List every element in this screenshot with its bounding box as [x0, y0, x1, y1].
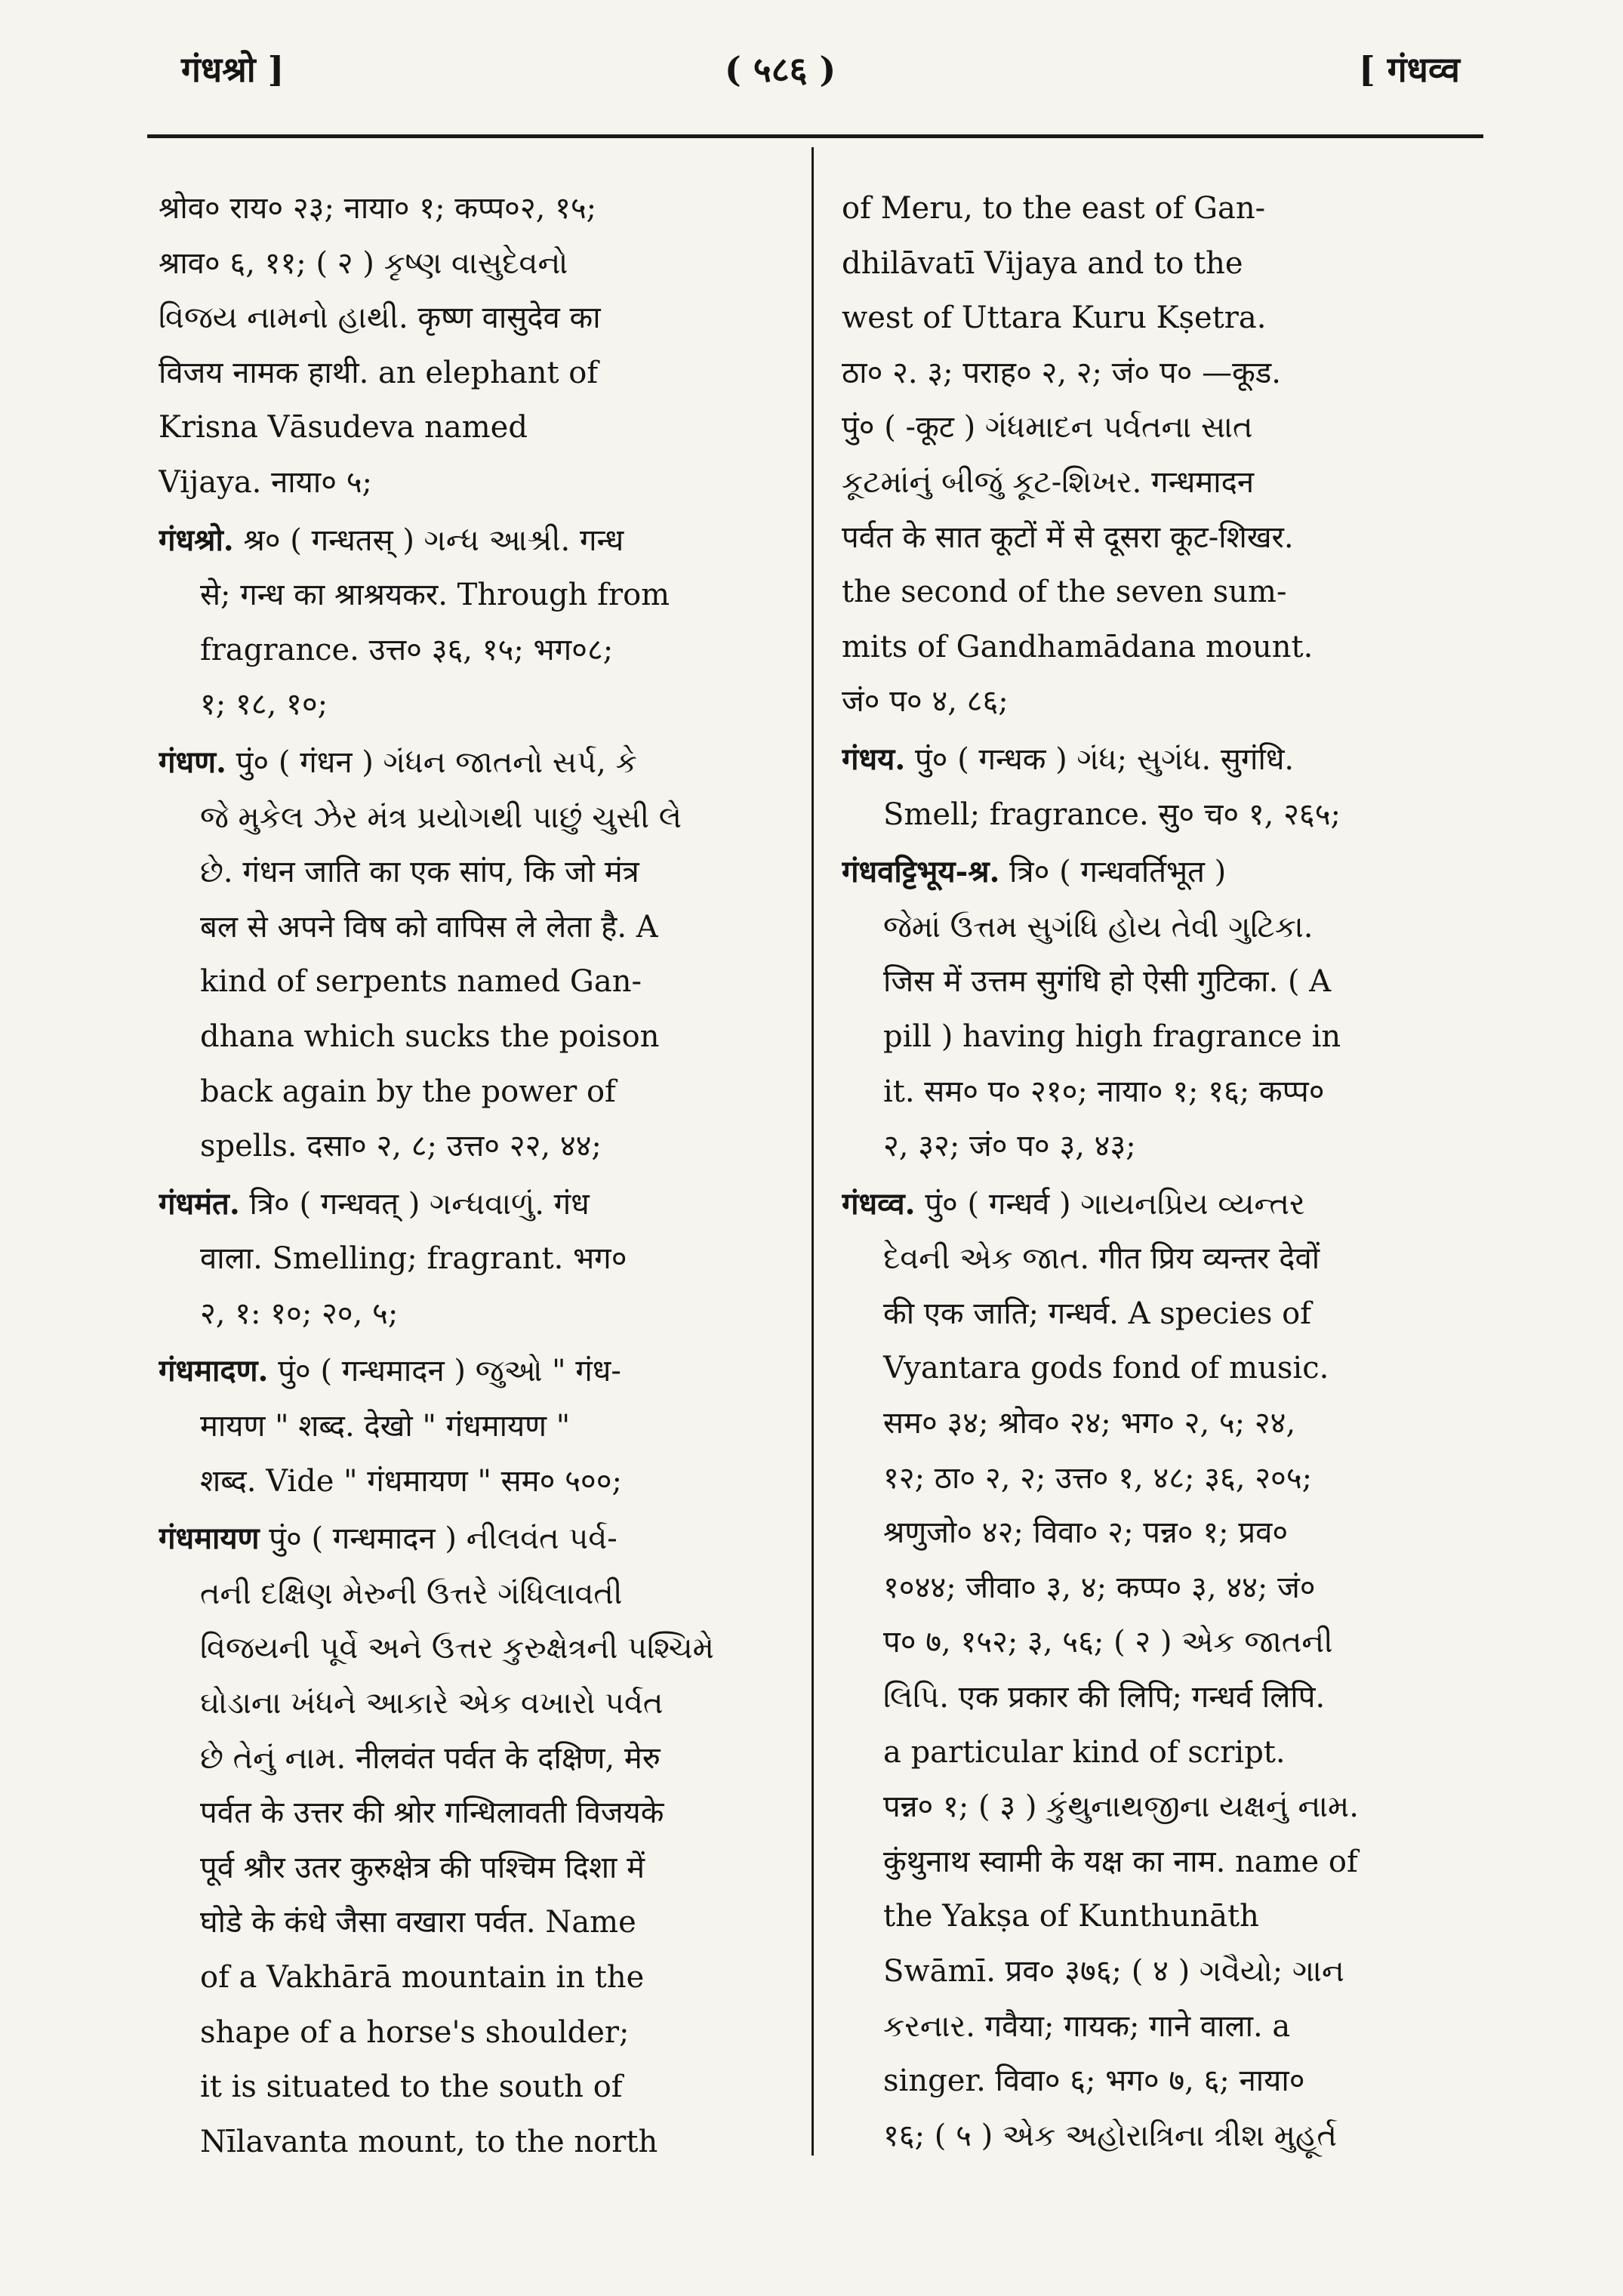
entry-line: बल से अपने विष को वापिस ले लेता है. A [200, 909, 658, 945]
headword: गंधय. [842, 741, 906, 777]
entry-line: Smell; fragrance. सु० च० १, २६५; [883, 797, 1341, 832]
entry-line: દેવની એક જાત. गीत प्रिय व्यन्तर देवों [883, 1241, 1320, 1277]
entry-line: mits of Gandhamādana mount. [842, 629, 1313, 664]
entry-line: पन्न० १; ( ३ ) કુંથુનાથજીના યક્ષનું નામ. [883, 1789, 1360, 1825]
entry-headline: गंधय. पुं० ( गन्धक ) ગંધ; સુગંધ. सुगंधि. [842, 741, 1295, 777]
entry-line: १; १८, १०; [200, 687, 328, 723]
entry-line: २, १: १०; २०, ५; [200, 1296, 399, 1331]
entry-line: spells. दसा० २, ८; उत्त० २२, ४४; [200, 1129, 602, 1164]
dictionary-entry [842, 181, 1480, 729]
entry-headline: गंधव्व. पुं० ( गन्धर्व ) ગાયનપ્રિય વ્યન્તર [842, 1185, 1305, 1222]
entry-line: the second of the seven sum- [842, 575, 1287, 610]
entry-line: જે મુકેલ ઝેર મંત્ર પ્રયોગથી પાછું ચુસી લે [200, 800, 682, 835]
headword: गंधवट्टिभूय-श्र. [842, 854, 1000, 890]
entry-line: ठा० २. ३; पराह० २, २; जं० प० —कूड. [842, 355, 1282, 390]
entry-line: વિજયની પૂર્વે અને ઉત્તર કુરુક્ષેત્રની પશ્ચિમે [200, 1631, 714, 1666]
header-rule [147, 134, 1483, 138]
entry-line: शब्द. Vide " गंधमायण " सम० ५००; [200, 1463, 622, 1499]
dictionary-entry [159, 735, 796, 1174]
entry-line: जं० प० ४, ८६; [842, 684, 1009, 720]
headword: गंधमायण [159, 1521, 260, 1557]
dictionary-entry [842, 1177, 1480, 2164]
dictionary-entry [159, 1344, 796, 1509]
entry-line: Nīlavanta mount, to the north [200, 2124, 658, 2159]
entry-line: ઘોડાના ખંધને આકારે એક વખારો પર્વત [200, 1686, 664, 1721]
entry-line: Vyantara gods fond of music. [883, 1351, 1329, 1386]
entry-line: back again by the power of [200, 1074, 616, 1109]
headword: गंधमादण. [159, 1353, 269, 1389]
entry-line: पूर्व श्रौर उतर कुरुक्षेत्र की पश्चिम दिशा में [200, 1850, 645, 1885]
entry-headline: गंधवट्टिभूय-श्र. त्रि० ( गन्धवर्तिभूत ) [842, 854, 1227, 890]
entry-line: તની દક્ષિણ મેરુની ઉત્તરે ગંધિલાવતી [200, 1576, 623, 1611]
entry-line: of Meru, to the east of Gan- [842, 191, 1266, 226]
right-column [842, 181, 1480, 2166]
dictionary-entry [159, 1177, 796, 1342]
entry-line: a particular kind of script. [883, 1734, 1286, 1770]
dictionary-entry [842, 845, 1480, 1174]
headword: गंधण. [159, 744, 226, 780]
header-left-guideword: गंधश्रो ] [181, 49, 285, 90]
entry-line: છે તેનું નામ. नीलवंत पर्वत के दक्षिण, मेरु [200, 1740, 661, 1776]
entry-headline: गंधश्रो. श्र० ( गन्धतस् ) ગન્ધ આશ્રી. गन्ध [159, 522, 624, 558]
column-divider [812, 147, 814, 2156]
entry-line: १०४४; जीवा० ३, ४; कप्प० ३, ४४; जं० [883, 1570, 1316, 1605]
entry-line: कुंथुनाथ स्वामी के यक्ष का नाम. name of [883, 1844, 1358, 1879]
entry-line: kind of serpents named Gan- [200, 964, 642, 1000]
entry-line: Swāmī. प्रव० ३७६; ( ४ ) ગવૈયો; ગાન [883, 1954, 1344, 1989]
left-column [159, 181, 796, 2172]
entry-line: dhana which sucks the poison [200, 1019, 660, 1054]
entry-line: से; गन्ध का श्राश्रयकर. Through from [200, 578, 670, 613]
entry-line: वाला. Smelling; fragrant. भग० [200, 1241, 627, 1277]
entry-headline: गंधमायण पुं० ( गन्धमादन ) નીલવંત પર્વ- [159, 1521, 617, 1557]
entry-line: मायण " शब्द. देखो " गंधमायण " [200, 1409, 571, 1444]
entry-line: श्राव० ६, ११; ( २ ) કૃષ્ણ વાસુદેવનો [159, 245, 568, 281]
page-number: ( ५८६ ) [725, 49, 836, 90]
entry-line: જેમાં ઉત્તમ સુગંધિ હોય તેવી ગુટિકા. [883, 909, 1313, 945]
dictionary-entry [159, 1512, 796, 2169]
entry-line: of a Vakhārā mountain in the [200, 1960, 645, 1995]
entry-line: सम० ३४; श्रोव० २४; भग० २, ५; २४, [883, 1406, 1296, 1441]
entry-line: કરનાર. गवैया; गायक; गाने वाला. a [883, 2008, 1291, 2044]
entry-line: it is situated to the south of [200, 2069, 623, 2105]
entry-line: विजय नामक हाथी. an elephant of [159, 355, 599, 390]
entry-line: Vijaya. नाया० ५; [159, 464, 373, 500]
entry-line: લિપિ. एक प्रकार की लिपि; गन्धर्व लिपि. [883, 1680, 1326, 1715]
headword: गंधव्व. [842, 1185, 916, 1222]
entry-line: fragrance. उत्त० ३६, १५; भग०८; [200, 632, 614, 667]
entry-line: श्रोव० राय० २३; नाया० १; कप्प०२, १५; [159, 191, 597, 226]
entry-headline: गंधमंत. त्रि० ( गन्धवत् ) ગન્ધવાળું. गंध [159, 1185, 590, 1222]
entry-line: west of Uttara Kuru Kṣetra. [842, 300, 1267, 336]
entry-line: dhilāvatī Vijaya and to the [842, 245, 1243, 281]
entry-line: છે. गंधन जाति का एक सांप, कि जो मंत्र [200, 855, 639, 890]
entry-line: पर्वत के उत्तर की श्रोर गन्धिलावती विजयके [200, 1795, 664, 1831]
dictionary-entry [159, 513, 796, 732]
entry-line: पुं० ( -कूट ) ગંધમાદન પર્વતના સાત [842, 410, 1253, 445]
page-header [0, 45, 1623, 113]
entry-line: श्रणुजो० ४२; विवा० २; पन्न० १; प्रव० [883, 1515, 1289, 1551]
entry-line: पर्वत के सात कूटों में से दूसरा कूट-शिखर. [842, 519, 1294, 555]
dictionary-entry [842, 732, 1480, 842]
entry-line: प० ७, १५२; ३, ५६; ( २ ) એક જાતની [883, 1625, 1333, 1660]
entry-line: घोडे के कंधे जैसा वखारा पर्वत. Name [200, 1905, 636, 1940]
entry-line: Krisna Vāsudeva named [159, 410, 528, 445]
headword: गंधमंत. [159, 1185, 240, 1222]
entry-line: २, ३२; जं० प० ३, ४३; [883, 1129, 1136, 1164]
entry-line: जिस में उत्तम सुगंधि हो ऐसी गुटिका. ( A [883, 964, 1332, 1000]
entry-line: की एक जाति; गन्धर्व. A species of [883, 1296, 1312, 1331]
entry-line: કૂટમાંનું બીજું કૂટ-શિખર. गन्धमादन [842, 464, 1255, 500]
entry-line: pill ) having high fragrance in [883, 1019, 1341, 1054]
entry-line: १२; ठा० २, २; उत्त० १, ४८; ३६, २०५; [883, 1460, 1313, 1496]
entry-line: it. सम० प० २१०; नाया० १; १६; कप्प० [883, 1074, 1325, 1109]
headword: गंधश्रो. [159, 522, 234, 558]
entry-headline: गंधण. पुं० ( गंधन ) ગંધન જાતનો સર્પ, કે [159, 744, 637, 780]
dictionary-entry [159, 181, 796, 510]
header-right-guideword: [ गंधव्व [1359, 49, 1460, 90]
entry-line: the Yakṣa of Kunthunāth [883, 1899, 1259, 1934]
entry-line: વિજય નામનો હાથી. कृष्ण वासुदेव का [159, 300, 601, 336]
entry-headline: गंधमादण. पुं० ( गन्धमादन ) જુઓ " गंध- [159, 1353, 621, 1389]
entry-line: १६; ( ५ ) એક અહોરાત્રિના ત્રીશ મુહૂર્ત [883, 2118, 1337, 2153]
entry-line: singer. विवा० ६; भग० ७, ६; नाया० [883, 2063, 1305, 2099]
entry-line: shape of a horse's shoulder; [200, 2014, 630, 2050]
